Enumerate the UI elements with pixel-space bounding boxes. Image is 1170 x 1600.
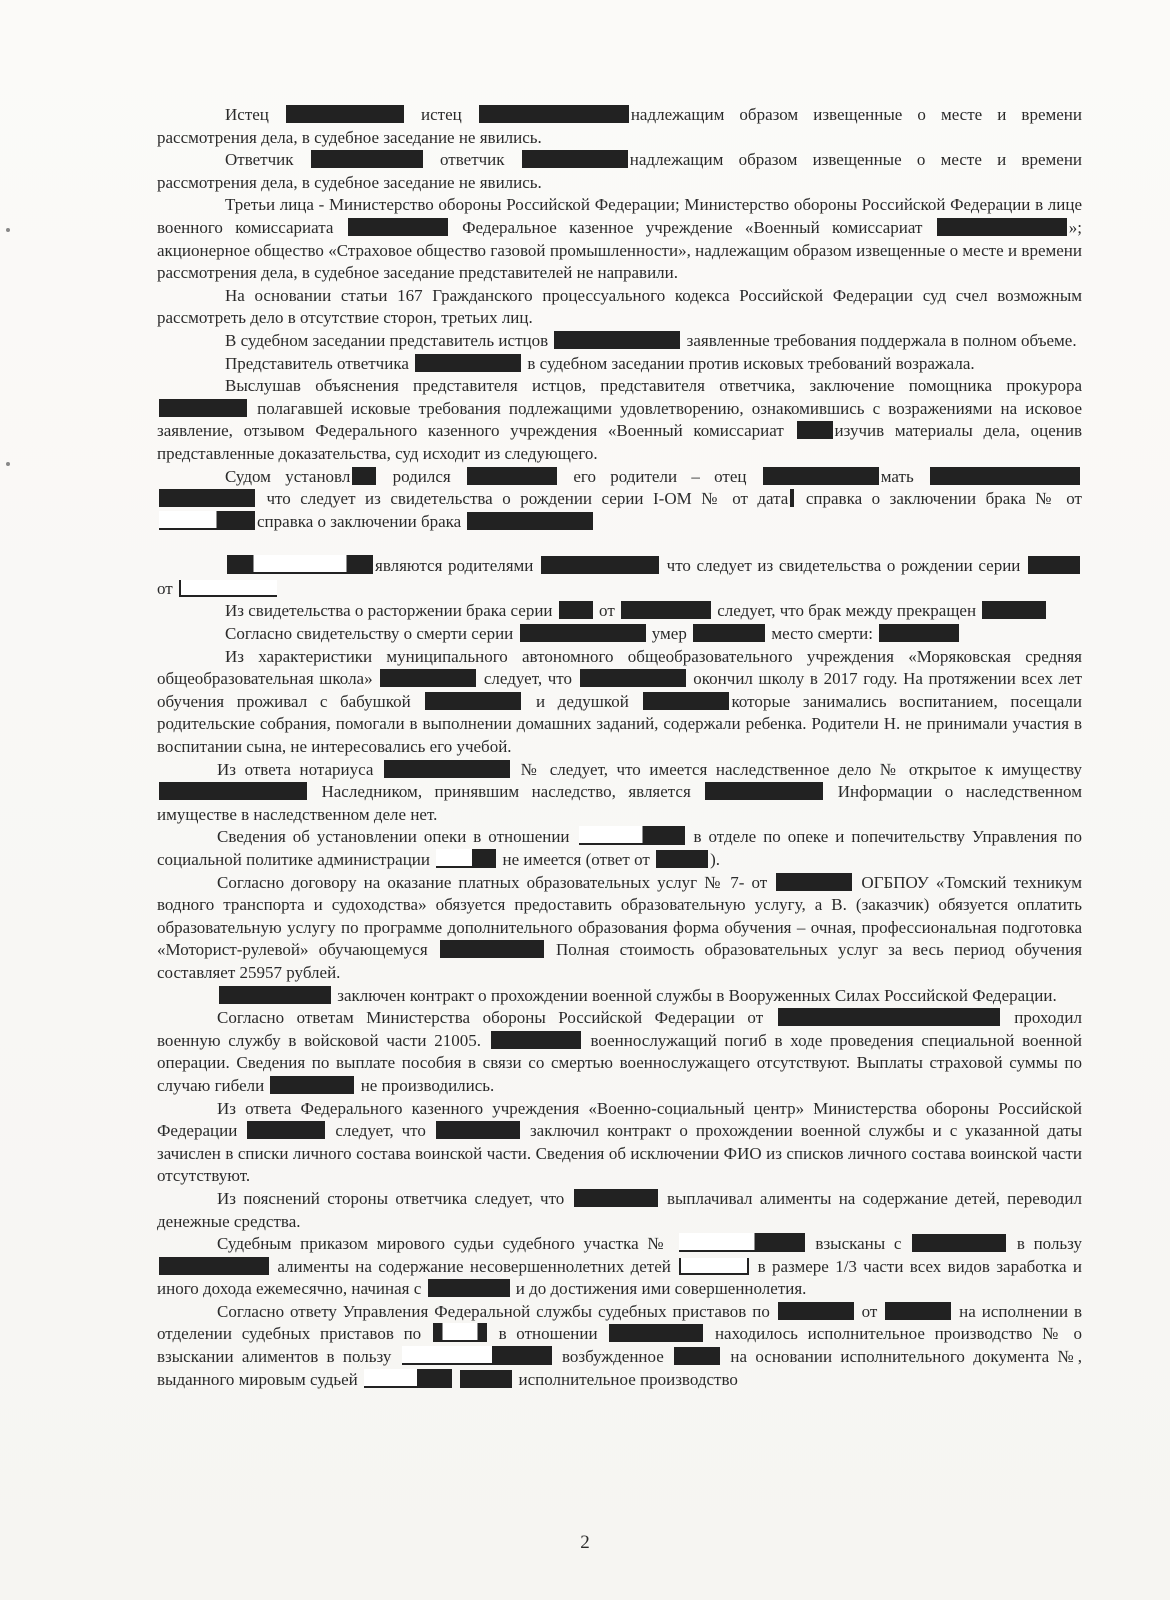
redaction-block	[440, 940, 544, 958]
paragraph	[157, 1188, 1082, 1233]
text-run: Судебным приказом мирового судьи судебного участка №	[217, 1234, 669, 1254]
text-run: от	[861, 1301, 878, 1321]
redaction-block	[693, 624, 765, 642]
redaction-block	[436, 849, 496, 868]
text-run: Представитель ответчика	[225, 353, 409, 373]
text-run: возбужденное	[561, 1347, 664, 1367]
redaction-block	[778, 1302, 854, 1320]
redaction-block	[491, 1031, 581, 1049]
text-run: не имеется (ответ от	[502, 850, 650, 869]
text-run: что следует из свидетельства о рождении серии I-ОМ № от дата	[266, 489, 789, 509]
redaction-block	[541, 556, 659, 574]
paragraph	[157, 600, 1082, 623]
text-run: в судебном заседании против исковых требований возражала.	[527, 353, 975, 373]
text-run: умер	[651, 624, 687, 644]
text-run: Ответчик	[225, 150, 294, 170]
text-run: следует, что брак между прекращен	[717, 601, 977, 621]
redaction-block	[580, 669, 686, 687]
redaction-block	[656, 850, 708, 868]
text-run: на исполнении в отделении судебных приставов по	[157, 1301, 1083, 1344]
redaction-block	[643, 692, 729, 710]
redaction-block	[912, 1234, 1006, 1252]
text-run: Согласно свидетельству о смерти серии	[225, 624, 514, 644]
text-run: следует, что	[483, 669, 572, 689]
text-run: Согласно ответам Министерства обороны Российской Федерации от	[217, 1008, 764, 1028]
text-run: № следует, что имеется наследственное дело № открытое к имуществу	[520, 759, 1082, 779]
text-run: Из ответа нотариуса	[217, 759, 374, 779]
redaction-block	[159, 399, 247, 417]
text-run: что следует из свидетельства о рождении серии	[666, 556, 1021, 576]
redaction-block	[885, 1302, 951, 1320]
paragraph	[157, 194, 1082, 284]
text-run: в отношении	[498, 1324, 598, 1344]
text-run: родился	[392, 466, 451, 486]
redaction-block	[179, 580, 277, 597]
text-run: Третьи лица - Министерство обороны Российской Федерации; Министерство обороны Российской Федерации в лице военного комиссариата	[157, 195, 1082, 237]
text-run: Согласно ответу Управления Федеральной службы судебных приставов по	[217, 1301, 770, 1321]
redaction-block	[778, 1008, 1000, 1026]
text-run: Истец	[225, 105, 269, 124]
paragraph	[157, 466, 1082, 534]
redaction-block	[348, 218, 448, 236]
text-run: справка о заключении брака	[257, 511, 462, 531]
paragraph	[157, 149, 1082, 194]
redaction-block	[479, 105, 629, 123]
document-body	[157, 104, 1082, 1391]
redaction-block	[415, 354, 521, 372]
text-run: Из пояснений стороны ответчика следует, что	[217, 1188, 565, 1208]
text-run: »; акционерное общество «Страховое общество газовой промышленности», надлежащим образом извещенные о месте и времени рассмотрения дела, в судебное заседание представителей не направили.	[157, 217, 1082, 283]
paragraph	[157, 330, 1082, 353]
text-run: на основании исполнительного документа №, выданного мировым судьей	[157, 1347, 1083, 1389]
paragraph	[157, 759, 1082, 827]
redaction-block	[425, 692, 521, 710]
text-run: заключен контракт о прохождении военной службы в Вооруженных Силах Российской Федерации.	[337, 985, 1057, 1005]
text-run: ).	[710, 850, 720, 869]
text-run: от	[1066, 489, 1082, 509]
text-run: мать	[880, 466, 914, 486]
redaction-block	[219, 986, 331, 1004]
scan-mark	[6, 228, 10, 232]
text-run: надлежащим образом извещенные о месте и времени рассмотрения дела, в судебное заседание не явились.	[157, 150, 1083, 192]
redaction-block	[520, 624, 646, 642]
redaction-block	[879, 624, 959, 642]
text-run: алименты на содержание несовершеннолетних детей	[277, 1256, 671, 1276]
paragraph	[157, 375, 1082, 465]
paragraph	[157, 353, 1082, 376]
redaction-block	[460, 1370, 512, 1388]
redaction-block	[247, 1121, 325, 1139]
redaction-block	[797, 421, 833, 439]
redaction-block	[679, 1233, 805, 1252]
text-run: Из ответа Федерального казенного учреждения «Военно-социальный центр» Министерства обороны Российской Федерации	[157, 1098, 1082, 1141]
text-run: и дедушкой	[535, 691, 629, 711]
redaction-block	[559, 601, 593, 619]
scan-mark	[6, 462, 10, 466]
paragraph	[157, 872, 1082, 985]
redaction-block	[1028, 556, 1080, 574]
text-run: взысканы с	[815, 1234, 902, 1254]
redaction-block	[609, 1324, 703, 1342]
redaction-block	[554, 331, 680, 349]
text-run: военнослужащий погиб в ходе проведения специальной военной операции. Сведения по выплате пособия в связи со смертью военнослужащего отсутствуют. Выплаты страховой суммы по случаю гибели	[157, 1030, 1083, 1095]
redaction-block	[776, 873, 852, 891]
redaction-block	[159, 489, 255, 507]
paragraph	[157, 826, 1082, 871]
text-run: изучив материалы дела, оценив представленные доказательства, суд исходит из следующего.	[157, 421, 1083, 463]
redaction-block	[705, 782, 823, 800]
redaction-block	[937, 218, 1067, 236]
text-run: в отделе по опеке и попечительству Управления по социальной политике администрации	[157, 827, 1083, 869]
text-run: истец	[421, 105, 462, 124]
text-run: надлежащим образом извещенные о месте и времени рассмотрения дела, в судебное заседание не явились.	[157, 105, 1082, 147]
redaction-block	[579, 826, 685, 845]
redaction-block	[982, 601, 1046, 619]
redaction-block	[159, 1257, 269, 1275]
redaction-block	[384, 760, 510, 778]
paragraph	[157, 285, 1082, 330]
paragraph	[157, 985, 1082, 1008]
redaction-block	[621, 601, 711, 619]
text-run: от	[157, 578, 173, 598]
paragraph	[157, 646, 1082, 759]
redaction-block	[674, 1347, 720, 1365]
redaction-block	[790, 489, 794, 507]
text-run: место смерти:	[771, 624, 873, 644]
redaction-block	[380, 669, 476, 687]
text-run: находилось исполнительное производство № о взыскании алиментов в пользу	[157, 1324, 1083, 1367]
paragraph	[157, 104, 1082, 149]
text-run: от	[599, 601, 615, 621]
paragraph	[157, 1098, 1082, 1188]
text-run: ОГБПОУ «Томский техникум водного транспорта и судоходства» обязуется предоставить образовательную услугу, а В. (заказчик) обязуется оплатить образовательную услугу по программе дополнительного образования форма обучения – очная, профессиональная подготовка «Моторист-рулевой» обучающемуся	[157, 872, 1083, 960]
redaction-block	[352, 467, 376, 485]
redaction-block	[763, 467, 879, 485]
text-run: исполнительное производство	[518, 1369, 738, 1389]
paragraph	[157, 623, 1082, 646]
redaction-block	[311, 150, 423, 168]
text-run: Информации о наследственном имуществе в наследственном деле нет.	[157, 782, 1082, 824]
text-run: В судебном заседании представитель истцов	[225, 330, 549, 350]
redaction-block	[522, 150, 628, 168]
text-run: в размере 1/3 части всех видов заработка и иного дохода ежемесячно, начиная с	[157, 1256, 1082, 1299]
text-run: Согласно договору на оказание платных образовательных услуг № 7- от	[217, 872, 768, 892]
redaction-block	[679, 1258, 749, 1275]
text-run: На основании статьи 167 Гражданского процессуального кодекса Российской Федерации суд счел возможным рассмотреть дело в отсутствие сторон, третьих лиц.	[157, 285, 1082, 328]
redaction-block	[227, 555, 373, 574]
text-run: проходил военную службу в войсковой части 21005.	[157, 1008, 1083, 1050]
text-run: его родители – отец	[573, 466, 747, 486]
paragraph	[157, 555, 1082, 600]
text-run: Судом установл	[225, 466, 351, 486]
text-run: Полная стоимость образовательных услуг за весь период обучения составляет 25957 рублей.	[157, 940, 1083, 982]
paragraph	[157, 1233, 1082, 1301]
page-number: 2	[580, 1532, 590, 1553]
redaction-block	[467, 512, 593, 530]
redaction-block	[286, 105, 404, 123]
text-run: являются родителями	[375, 556, 534, 576]
redaction-block	[270, 1076, 354, 1094]
text-run: заявленные требования поддержала в полном объеме.	[686, 330, 1077, 350]
redaction-block	[433, 1323, 487, 1342]
redaction-block	[467, 467, 557, 485]
text-run: Выслушав объяснения представителя истцов, представителя ответчика, заключение помощника прокурора	[225, 376, 1082, 396]
text-run: Наследником, принявшим наследство, является	[321, 782, 691, 802]
redaction-block	[159, 511, 255, 530]
text-run: заключил контракт о прохождении военной службы и с указанной даты зачислен в списки личного состава воинской части. Сведения об исключении ФИО из списков личного состава воинской части отсутствуют.	[157, 1121, 1083, 1186]
text-run: в пользу	[1016, 1234, 1083, 1254]
text-run: не производились.	[360, 1075, 495, 1095]
text-run: окончил школу в 2017 году. На протяжении всех лет обучения проживал с бабушкой	[157, 669, 1083, 711]
paragraph	[157, 1007, 1082, 1097]
text-run: полагавшей исковые требования подлежащими удовлетворению, ознакомившись с возражениями на исковое заявление, отзывом Федерального казенного учреждения «Военный комиссариат	[157, 398, 1082, 441]
text-run: Сведения об установлении опеки в отношении	[217, 827, 570, 847]
redaction-block	[436, 1121, 520, 1139]
text-run: Федеральное казенное учреждение «Военный комиссариат	[462, 217, 923, 237]
redaction-block	[402, 1346, 552, 1365]
text-run: которые занимались воспитанием, посещали родительские собрания, помогали в выполнении домашних заданий, содержали ребенка. Родители Н. не принимали участия в воспитании сына, не интересовались его учебой.	[157, 691, 1083, 757]
text-run: Из свидетельства о расторжении брака серии	[225, 601, 553, 621]
text-run: выплачивал алименты на содержание детей, переводил денежные средства.	[157, 1188, 1082, 1231]
redaction-block	[574, 1189, 658, 1207]
redaction-block	[159, 782, 307, 800]
redaction-block	[428, 1279, 510, 1297]
blank-line	[157, 533, 1082, 555]
text-run: справка о заключении брака №	[805, 489, 1057, 509]
text-run: Из характеристики муниципального автономного общеобразовательного учреждения «Моряковская средняя общеобразовательная школа»	[157, 646, 1082, 689]
redaction-block	[930, 467, 1080, 485]
redaction-block	[364, 1369, 452, 1388]
text-run: и до достижения ими совершеннолетия.	[515, 1279, 807, 1299]
text-run: ответчик	[440, 150, 505, 170]
paragraph	[157, 1301, 1082, 1391]
text-run: следует, что	[335, 1121, 426, 1141]
